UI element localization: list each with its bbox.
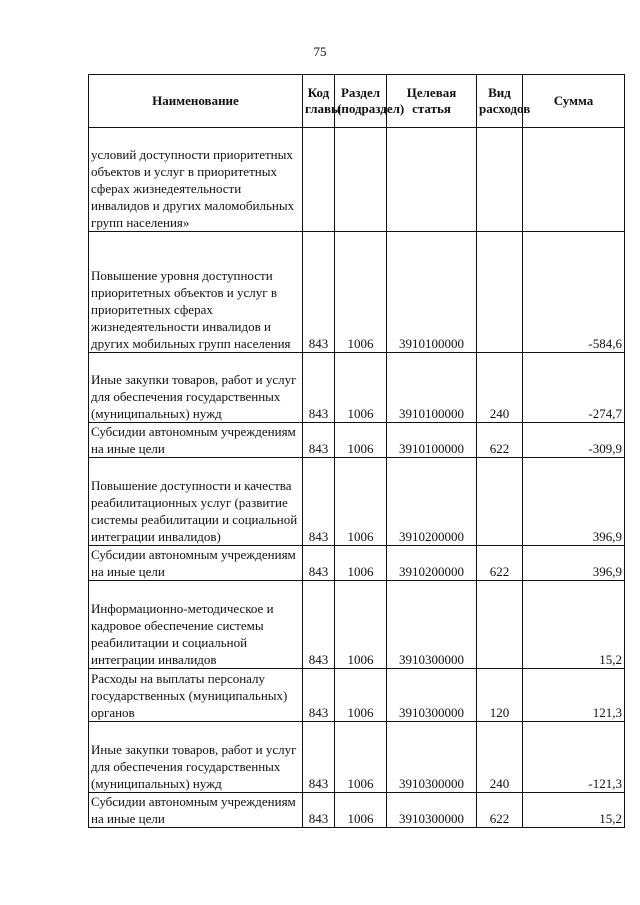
cell-code: 843 [303, 669, 335, 722]
cell-name: Иные закупки товаров, работ и услуг для обеспечения государственных (муниципальных) нужд [89, 722, 303, 793]
cell-code: 843 [303, 353, 335, 423]
cell-section: 1006 [335, 793, 387, 828]
page-number: 75 [313, 44, 327, 59]
cell-code: 843 [303, 581, 335, 669]
cell-target [387, 128, 477, 232]
cell-sum: 15,2 [523, 793, 625, 828]
table-row [89, 128, 625, 232]
cell-name: Расходы на выплаты персоналу государственных (муниципальных) органов [89, 669, 303, 722]
cell-name: Повышение доступности и качества реабилитационных услуг (развитие системы реабилитации и социальной интеграции инвалидов) [89, 458, 303, 546]
cell-type: 622 [477, 546, 523, 581]
table-row [89, 423, 625, 458]
cell-sum [523, 128, 625, 232]
cell-name: условий доступности приоритетных объектов и услуг в приоритетных сферах жизнедеятельности инвалидов и других маломобильных групп населения» [89, 128, 303, 232]
header-section: Раздел (подраздел) [335, 75, 387, 128]
cell-type: 622 [477, 793, 523, 828]
header-name: Наименование [89, 75, 303, 128]
cell-target: 3910100000 [387, 353, 477, 423]
header-code: Код главы [303, 75, 335, 128]
cell-type [477, 232, 523, 353]
cell-code: 843 [303, 793, 335, 828]
cell-sum: -274,7 [523, 353, 625, 423]
cell-sum: 15,2 [523, 581, 625, 669]
cell-type: 622 [477, 423, 523, 458]
cell-target: 3910200000 [387, 458, 477, 546]
cell-type [477, 581, 523, 669]
table-row [89, 722, 625, 793]
cell-name: Информационно-методическое и кадровое обеспечение системы реабилитации и социальной интеграции инвалидов [89, 581, 303, 669]
cell-sum: 121,3 [523, 669, 625, 722]
cell-section: 1006 [335, 458, 387, 546]
cell-type [477, 128, 523, 232]
cell-sum: -309,9 [523, 423, 625, 458]
cell-section: 1006 [335, 353, 387, 423]
cell-name: Повышение уровня доступности приоритетных объектов и услуг в приоритетных сферах жизнедеятельности инвалидов и других мобильных групп населения [89, 232, 303, 353]
cell-section: 1006 [335, 722, 387, 793]
cell-sum: 396,9 [523, 458, 625, 546]
cell-target: 3910100000 [387, 423, 477, 458]
table-row [89, 793, 625, 828]
cell-section: 1006 [335, 423, 387, 458]
table-row [89, 581, 625, 669]
table-row [89, 669, 625, 722]
cell-sum: -584,6 [523, 232, 625, 353]
table-row [89, 232, 625, 353]
cell-section [335, 128, 387, 232]
header-row [89, 75, 625, 128]
cell-code: 843 [303, 458, 335, 546]
cell-target: 3910300000 [387, 581, 477, 669]
cell-code [303, 128, 335, 232]
cell-target: 3910300000 [387, 722, 477, 793]
cell-target: 3910200000 [387, 546, 477, 581]
table-row [89, 353, 625, 423]
cell-target: 3910300000 [387, 669, 477, 722]
cell-target: 3910100000 [387, 232, 477, 353]
cell-name: Субсидии автономным учреждениям на иные цели [89, 423, 303, 458]
table-row [89, 458, 625, 546]
cell-code: 843 [303, 232, 335, 353]
cell-type: 240 [477, 353, 523, 423]
header-target: Целевая статья [387, 75, 477, 128]
cell-code: 843 [303, 423, 335, 458]
cell-section: 1006 [335, 669, 387, 722]
cell-name: Субсидии автономным учреждениям на иные цели [89, 546, 303, 581]
cell-type: 120 [477, 669, 523, 722]
budget-table [88, 74, 625, 828]
header-sum: Сумма [523, 75, 625, 128]
cell-section: 1006 [335, 546, 387, 581]
cell-type [477, 458, 523, 546]
cell-section: 1006 [335, 581, 387, 669]
cell-type: 240 [477, 722, 523, 793]
cell-name: Иные закупки товаров, работ и услуг для обеспечения государственных (муниципальных) нужд [89, 353, 303, 423]
cell-target: 3910300000 [387, 793, 477, 828]
cell-code: 843 [303, 722, 335, 793]
cell-sum: 396,9 [523, 546, 625, 581]
header-type: Вид расходов [477, 75, 523, 128]
cell-code: 843 [303, 546, 335, 581]
cell-sum: -121,3 [523, 722, 625, 793]
cell-name: Субсидии автономным учреждениям на иные цели [89, 793, 303, 828]
table-row [89, 546, 625, 581]
cell-section: 1006 [335, 232, 387, 353]
